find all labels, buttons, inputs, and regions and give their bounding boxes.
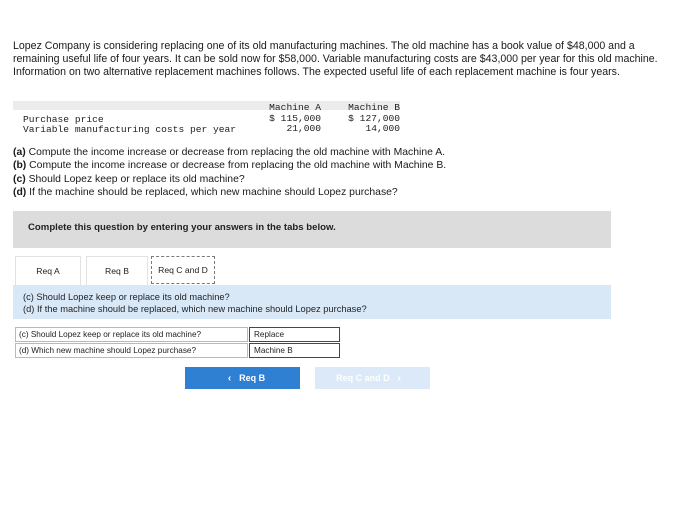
tab-req-b[interactable]: Req B <box>86 256 148 285</box>
instruction-bar <box>13 211 611 248</box>
tab-req-a[interactable]: Req A <box>15 256 81 285</box>
panel-line-c: (c) Should Lopez keep or replace its old machine? <box>23 292 230 302</box>
chevron-left-icon: ‹ <box>227 372 232 384</box>
question-d <box>13 186 678 199</box>
tab-req-c-and-d[interactable]: Req C and D <box>151 256 215 284</box>
question-c-tag: (c) <box>13 173 26 185</box>
prev-button-label: Req B <box>239 373 266 383</box>
question-c <box>13 173 678 186</box>
prev-req-b-button[interactable] <box>185 367 300 389</box>
header-machine-a: Machine A <box>269 102 321 113</box>
question-list <box>13 146 678 200</box>
question-d-tag: (d) <box>13 187 27 199</box>
variable-costs-a: 21,000 <box>286 123 321 134</box>
panel-text <box>23 292 367 315</box>
question-b-text: Compute the income increase or decrease from replacing the old machine with Machine B. <box>26 160 447 172</box>
answer-input-d[interactable]: Machine B <box>249 343 340 358</box>
header-machine-b: Machine B <box>348 102 400 113</box>
instruction-text: Complete this question by entering your answers in the tabs below. <box>28 222 336 233</box>
answer-input-c[interactable]: Replace <box>249 327 340 342</box>
panel-line-d: (d) If the machine should be replaced, which new machine should Lopez purchase? <box>23 303 367 314</box>
row-label-variable-costs: Variable manufacturing costs per year <box>23 124 237 135</box>
purchase-price-a: $ 115,000 <box>269 113 321 124</box>
row-label-purchase-price: Purchase price <box>23 114 104 125</box>
question-a-text: Compute the income increase or decrease from replacing the old machine with Machine A. <box>25 147 446 158</box>
variable-costs-b: 14,000 <box>365 123 400 134</box>
question-c-text: Should Lopez keep or replace its old machine? <box>25 173 245 185</box>
next-req-c-and-d-button[interactable] <box>315 367 430 389</box>
answer-label-d: (d) Which new machine should Lopez purchase? <box>15 343 248 358</box>
question-panel <box>13 285 611 319</box>
question-b <box>13 159 678 172</box>
problem-intro: Lopez Company is considering replacing one of its old manufacturing machines. The old machine has a book value of $48,000 and a remaining useful life of four years. It can be sold now for $58,000. Variable manufacturing costs are $43,000 per year for this old machine. Information on two alternative replacement machines follows. The expected useful life of each replacement machine is four years. <box>13 40 658 79</box>
next-button-label: Req C and D <box>336 373 390 383</box>
question-d-text: If the machine should be replaced, which new machine should Lopez purchase? <box>26 187 398 199</box>
question-a <box>13 146 678 159</box>
question-b-tag: (b) <box>13 160 27 172</box>
purchase-price-b: $ 127,000 <box>348 113 400 124</box>
question-a-tag: (a) <box>13 147 26 158</box>
chevron-right-icon: › <box>397 372 401 384</box>
answer-label-c: (c) Should Lopez keep or replace its old machine? <box>15 327 248 342</box>
